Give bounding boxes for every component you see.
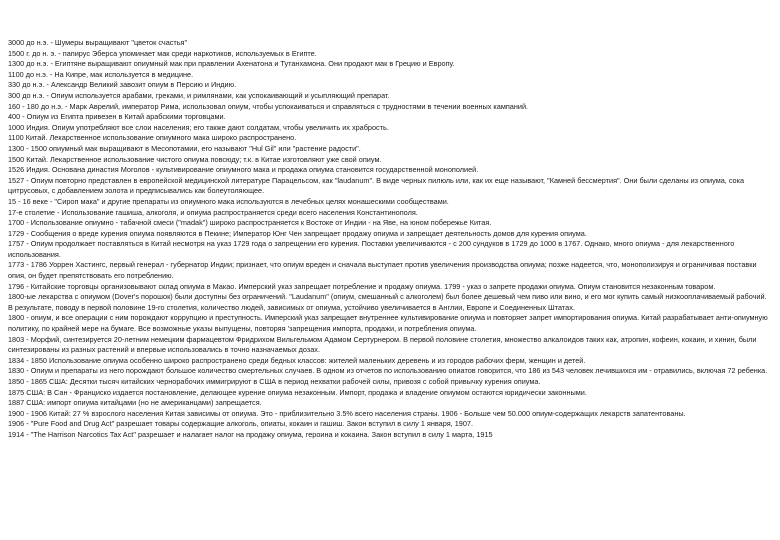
paragraph: 1526 Индия. Основана династия Моголов - культивирование опиумного мака и продажа опиума становится государственной монополией. [8,165,479,175]
paragraph: 3000 до н.э. - Шумеры выращивают "цветок счастья" [8,38,188,47]
paragraph: 1300 до н.э. - Египтяне выращивают опиумный мак при правлении Ахенатона и Тутанхамона. Они продают мак в Грецию и Европу. [8,59,455,69]
paragraph: 1796 - Китайские торговцы организовывают склад опиума в Макао. Имперский указ запрещает потребление и продажу опиума. 1799 - указ о запрете продажи опиума. Опиум становится незаконным товаром. [8,281,716,291]
paragraph: 330 до н.э. - Александр Великий завозит опиум в Персию и Индию. [8,80,237,90]
paragraph: 1100 до н.э. - На Кипре, мак используется в медицине. [8,69,194,79]
paragraph: 1834 - 1850 Использование опиума особенно широко распространено среди бедных классов: жителей маленьких деревень и из городов рабочих ферм, женщин и детей. [8,355,586,365]
paragraph: 1900 - 1906 Китай: 27 % взрослого населения Китая зависимы от опиума. Это - приблизительно 3.5% всего населения страны. 1906 - Больше чем 50.000 опиум-содержащих лекарств запатентованы. [8,408,686,418]
paragraph: 1800-ые лекарства с опиумом (Dover's порошок) были доступны без ограничений. "Laudanum" (опиум, смешанный с алкоголем) был более дешевый чем пиво или вино, и его мог купить самый низкооплачиваемый рабочий. В результате, поводу в первой половине 19-го столетия, количество людей, зависимых от опиума, устойчиво увеличивается в Англии, Европе и Соединенных Штатах. [8,292,767,312]
paragraph: 300 до н.э. - Опиум используется арабами, греками, и римлянами, как успокаивающий и усыпляющий препарат. [8,90,390,100]
paragraph: 1100 Китай. Лекарственное использование опиумного мака широко распространено. [8,133,297,143]
paragraph: 1300 - 1500 опиумный мак выращивают в Месопотамии, его называют "Hul Gil" или "растение радости". [8,143,361,153]
paragraph: 1887 США: импорт опиума китайцами (но не американцами) запрещается. [8,398,262,408]
paragraph: 1500 г. до н. э. - папирус Эберса упоминает мак среди наркотиков, используемых в Египте. [8,48,317,58]
paragraph: 1700 - Использование опиумно - табачной смеси ("madak") широко распространяется к Востоке от Индии - на Яве, на юном побережье Китая. [8,218,492,228]
paragraph: 1527 - Опиум повторно представлен в европейской медицинской литературе Парацельсом, как "laudanum". В виде черных пилюль или, как их еще называют, "Камней бессмертия". Они были сделаны из опиума, сока цитрусовых, с добавлением золота и предписывались как болеутоляющее. [8,175,745,196]
paragraph: 1773 - 1786 Уоррен Хастингс, первый генерал - губернатор Индии; признает, что опиум вреден и сначала выступает против увеличения производства опиума; позже надеется, что, монополизируя и ограничивая поставки опия, он будет препятствовать его потреблению. [8,260,757,281]
paragraph: 1830 - Опиум и препараты из него порождают большое количество смертельных случаев. В одном из отчетов по использованию опиатов говорится, что 186 из 543 человек лечившихся им - отравились, включая 72 ребенка. [8,366,768,376]
paragraph: 15 - 16 веке - "Сироп мака" и другие препараты из опиумного мака используются в лечебных целях монашескими сообществами. [8,196,449,206]
paragraph: 17-е столетие - Использование гашиша, алкоголя, и опиума распространяется среди всего населения Константинополя. [8,207,418,217]
document-body [8,38,770,441]
paragraph: 1914 - "The Harrison Narcotics Tax Act" разрешает и налагает налог на продажу опиума, героина и кокаина. Закон вступил в силу 1 марта, 1915 [8,429,493,439]
paragraph: 1000 Индия. Опиум употребляют все слои населения; его также дают солдатам, чтобы увеличить их храбрость. [8,122,389,132]
paragraph: 1850 - 1865 США: Десятки тысяч китайских чернорабочих иммигрируют в США в период нехватки рабочей силы, привозя с собой привычку курения опиума. [8,377,541,386]
paragraph: 1757 - Опиум продолжает поставляться в Китай несмотря на указ 1729 года о запрещении его курения. Поставки увеличиваются - с 200 сундуков в 1729 до 1000 в 1767. Однако, много опиума - для лекарственного использования. [8,239,735,259]
paragraph: 1500 Китай. Лекарственное использование чистого опиума повсюду; т.к. в Китае изготовляют уже свой опиум. [8,154,382,164]
paragraph: 1906 - "Pure Food and Drug Act" разрешает товары содержащие алкоголь, опиаты, кокаин и гашиш. Закон вступил в силу 1 января, 1907. [8,419,473,429]
paragraph: 1875 США: В Сан - Франциско издается постановление, делающее курение опиума незаконным. Импорт, продажа и владение опиумом остаются юридически законными. [8,387,587,397]
paragraph: 1800 - опиум, и все операции с ним порождают коррупцию и преступность. Имперский указ запрещает внутреннее культивирование опиума и повторяет запрет импортирования опиума. Китай разрабатывает анти-опиумную политику, по крайней мере на бумаге. Все возможные указы выпущены, повторяя 'запрещения импорта, продажи, и потребления опиума. [8,313,768,334]
paragraph: 1729 - Сообщения о вреде курения опиума появляются в Пекине; Император Юнг Чен запрещает продажу опиума и запрещает деятельность домов для курения опиума. [8,228,587,238]
paragraph: 400 - Опиум из Египта привезен в Китай арабскими торговцами. [8,112,226,122]
paragraph: 160 - 180 до н.э. - Марк Аврелий, император Рима, использовал опиум, чтобы успокаиваться и справляться с трудностями в течении военных кампаний. [8,101,529,111]
paragraph: 1803 - Морфий, синтезируется 20-летним немецким фармацевтом Фридрихом Вильгельмом Адамом Сертурнером. В первой половине столетия, множество алкалоидов таких как, атропин, кофеин, кокаин, и хинин, были синтезированы из разных растений и впервые использовались в точно назначаемых дозах. [8,334,757,355]
